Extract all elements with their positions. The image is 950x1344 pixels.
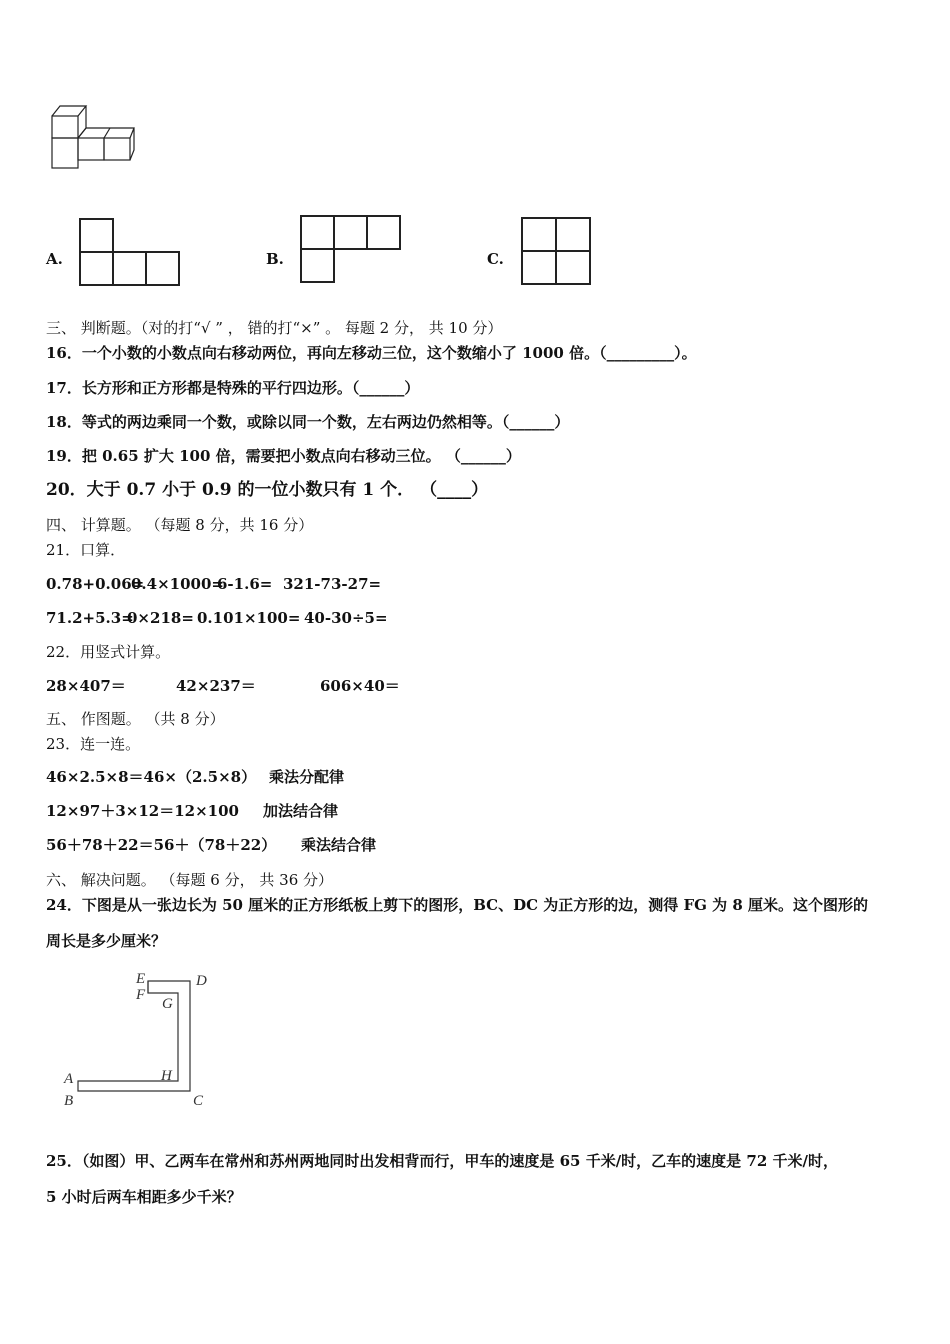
option-a-figure	[78, 217, 182, 287]
match-left-item: 12×97＋3×12＝12×100	[46, 802, 239, 820]
figure-label-d: D	[196, 973, 207, 989]
calc-item: 6-1.6=	[217, 575, 273, 593]
figure-label-c: C	[193, 1093, 204, 1109]
question-17: 17．长方形和正方形都是特殊的平行四边形。（______）	[46, 379, 420, 397]
option-b-figure	[299, 214, 403, 284]
question-16: 16．一个小数的小数点向右移动两位，再向左移动三位，这个数缩小了 1000 倍。（_________）。	[46, 344, 697, 362]
option-c-label: C.	[487, 250, 504, 268]
question-22: 22．用竖式计算。	[46, 643, 171, 661]
match-left-item: 46×2.5×8＝46×（2.5×8）	[46, 768, 257, 786]
calc-item: 0.78+0.06=	[46, 575, 145, 593]
figure-label-f: F	[136, 987, 146, 1003]
calc-item: 0×218=	[127, 609, 194, 627]
calc-item: 0.4×1000=	[131, 575, 224, 593]
calc-item: 321-73-27=	[283, 575, 382, 593]
question-19: 19．把 0.65 扩大 100 倍，需要把小数点向右移动三位。 （______）	[46, 447, 521, 465]
section4-heading: 四、 计算题。 （每题 8 分，共 16 分）	[46, 516, 314, 534]
section6-heading: 六、 解决问题。 （每题 6 分， 共 36 分）	[46, 871, 334, 889]
section5-heading: 五、 作图题。 （共 8 分）	[46, 710, 225, 728]
section3-heading: 三、 判断题。（对的打“√ ” ， 错的打“×” 。 每题 2 分， 共 10 分）	[46, 319, 503, 337]
question-20: 20．大于 0.7 小于 0.9 的一位小数只有 1 个． （____）	[46, 480, 489, 500]
match-right-item: 乘法结合律	[301, 836, 377, 854]
figure-label-h: H	[161, 1068, 172, 1084]
question-21: 21．口算．	[46, 541, 126, 559]
vertical-calc-item: 606×40＝	[320, 677, 400, 695]
question-24-line2: 周长是多少厘米？	[46, 932, 167, 950]
calc-item: 71.2+5.3=	[46, 609, 134, 627]
question-25-line1: 25．（如图）甲、乙两车在常州和苏州两地同时出发相背而行，甲车的速度是 65 千米/时，乙车的速度是 72 千米/时，	[46, 1152, 838, 1170]
figure-label-e: E	[136, 971, 146, 987]
vertical-calc-item: 28×407＝	[46, 677, 126, 695]
question-24-line1: 24．下图是从一张边长为 50 厘米的正方形纸板上剪下的图形，BC、DC 为正方形的边，测得 FG 为 8 厘米。这个图形的	[46, 896, 869, 914]
figure-label-b: B	[64, 1093, 74, 1109]
question-25-line2: 5 小时后两车相距多少千米？	[46, 1188, 242, 1206]
question-18: 18．等式的两边乘同一个数，或除以同一个数，左右两边仍然相等。（______）	[46, 413, 570, 431]
figure-label-a: A	[64, 1071, 74, 1087]
vertical-calc-item: 42×237＝	[176, 677, 256, 695]
option-c-figure	[520, 216, 592, 286]
option-b-label: B.	[266, 250, 284, 268]
match-right-item: 加法结合律	[263, 802, 339, 820]
question-23: 23．连一连。	[46, 735, 141, 753]
match-left-item: 56＋78＋22＝56＋（78＋22）	[46, 836, 277, 854]
option-a-label: A.	[46, 250, 63, 268]
calc-item: 0.101×100=	[197, 609, 301, 627]
calc-item: 40-30÷5=	[304, 609, 388, 627]
cube-stack-figure	[46, 100, 141, 175]
figure-label-g: G	[162, 996, 173, 1012]
l-shape-figure	[60, 966, 220, 1111]
match-right-item: 乘法分配律	[269, 768, 345, 786]
